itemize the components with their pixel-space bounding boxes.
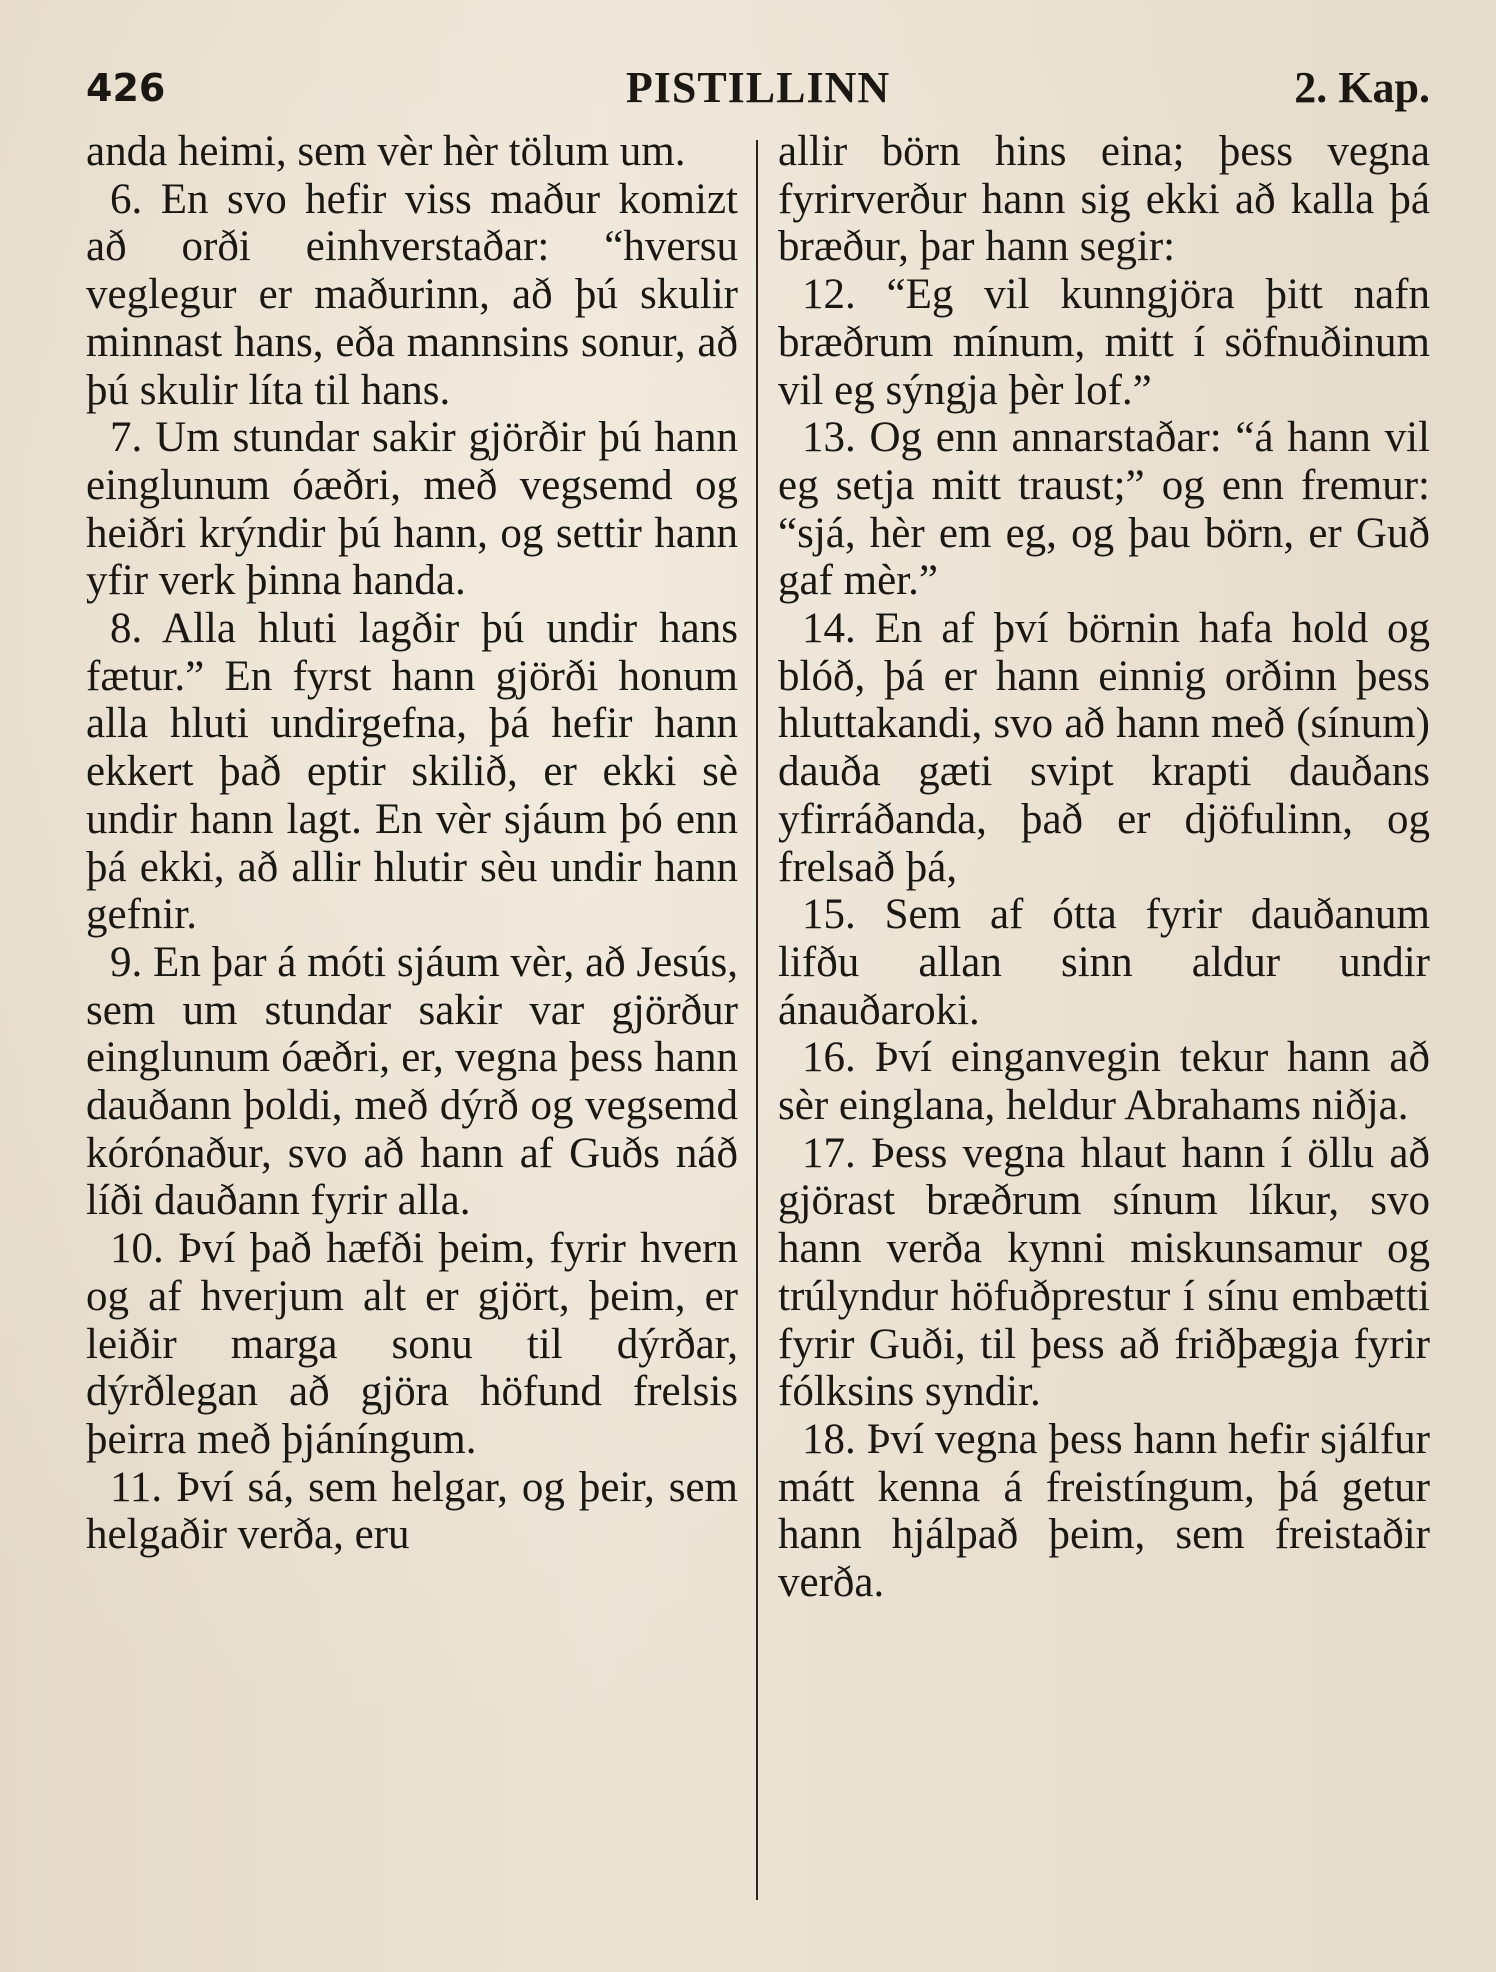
running-title: PISTILLINN [625, 63, 891, 112]
verse-paragraph: 6. En svo hefir viss maður komizt að orði einhverstaðar: “hversu veglegur er maðurinn, að þú skulir minnast hans, eða mannsins sonur, að þú skulir líta til hans. [86, 175, 738, 414]
verse-paragraph: 7. Um stundar sakir gjörðir þú hann einglunum óæðri, með vegsemd og heiðri krýndir þú hann, og settir hann yfir verk þinna handa. [86, 414, 738, 605]
verse-paragraph: 15. Sem af ótta fyrir dauðanum lifðu allan sinn aldur undir ánauðaroki. [778, 891, 1430, 1034]
verse-paragraph: 14. En af því börnin hafa hold og blóð, þá er hann einnig orðinn þess hluttakandi, svo að hann með (sínum) dauða gæti svipt krapti dauðans yfirráðanda, það er djöfulinn, og frelsað þá, [778, 605, 1430, 891]
left-column [86, 128, 738, 1559]
verse-paragraph: 11. Því sá, sem helgar, og þeir, sem helgaðir verða, eru [86, 1463, 738, 1559]
verse-paragraph: 17. Þess vegna hlaut hann í öllu að gjörast bræðrum sínum líkur, svo hann verða kynni miskunsamur og trúlyndur höfuðprestur í sínu embætti fyrir Guði, til þess að friðþægja fyrir fólksins syndir. [778, 1129, 1430, 1416]
verse-paragraph: 10. Því það hæfði þeim, fyrir hvern og af hverjum alt er gjört, þeim, er leiðir marga sonu til dýrðar, dýrðlegan að gjöra höfund frelsis þeirra með þjáníngum. [86, 1225, 738, 1463]
verse-paragraph: allir börn hins eina; þess vegna fyrirverður hann sig ekki að kalla þá bræður, þar hann segir: [778, 128, 1430, 271]
column-divider [756, 140, 758, 1900]
verse-paragraph: 8. Alla hluti lagðir þú undir hans fætur.” En fyrst hann gjörði honum alla hluti undirgefna, þá hefir hann ekkert það eptir skilið, er ekki sè undir hann lagt. En vèr sjáum þó enn þá ekki, að allir hlutir sèu undir hann gefnir. [86, 605, 738, 939]
page-number: 426 [86, 66, 166, 110]
verse-paragraph: 9. En þar á móti sjáum vèr, að Jesús, sem um stundar sakir var gjörður einglunum óæðri, er, vegna þess hann dauðann þoldi, með dýrð og vegsemd kórónaður, svo að hann af Guðs náð líði dauðann fyrir alla. [86, 938, 738, 1225]
verse-paragraph: 12. “Eg vil kunngjöra þitt nafn bræðrum mínum, mitt í söfnuðinum vil eg sýngja þèr lof.” [778, 271, 1430, 414]
page-header [86, 58, 1430, 118]
right-column [778, 128, 1430, 1607]
verse-paragraph: 18. Því vegna þess hann hefir sjálfur mátt kenna á freistíngum, þá getur hann hjálpað þeim, sem freistaðir verða. [778, 1415, 1430, 1607]
verse-paragraph: 13. Og enn annarstaðar: “á hann vil eg setja mitt traust;” og enn fremur: “sjá, hèr em eg, og þau börn, er Guð gaf mèr.” [778, 414, 1430, 605]
chapter-label: 2. Kap. [1294, 63, 1430, 112]
verse-paragraph: 16. Því einganvegin tekur hann að sèr einglana, heldur Abrahams niðja. [778, 1034, 1430, 1130]
verse-paragraph: anda heimi, sem vèr hèr tölum um. [86, 128, 686, 175]
